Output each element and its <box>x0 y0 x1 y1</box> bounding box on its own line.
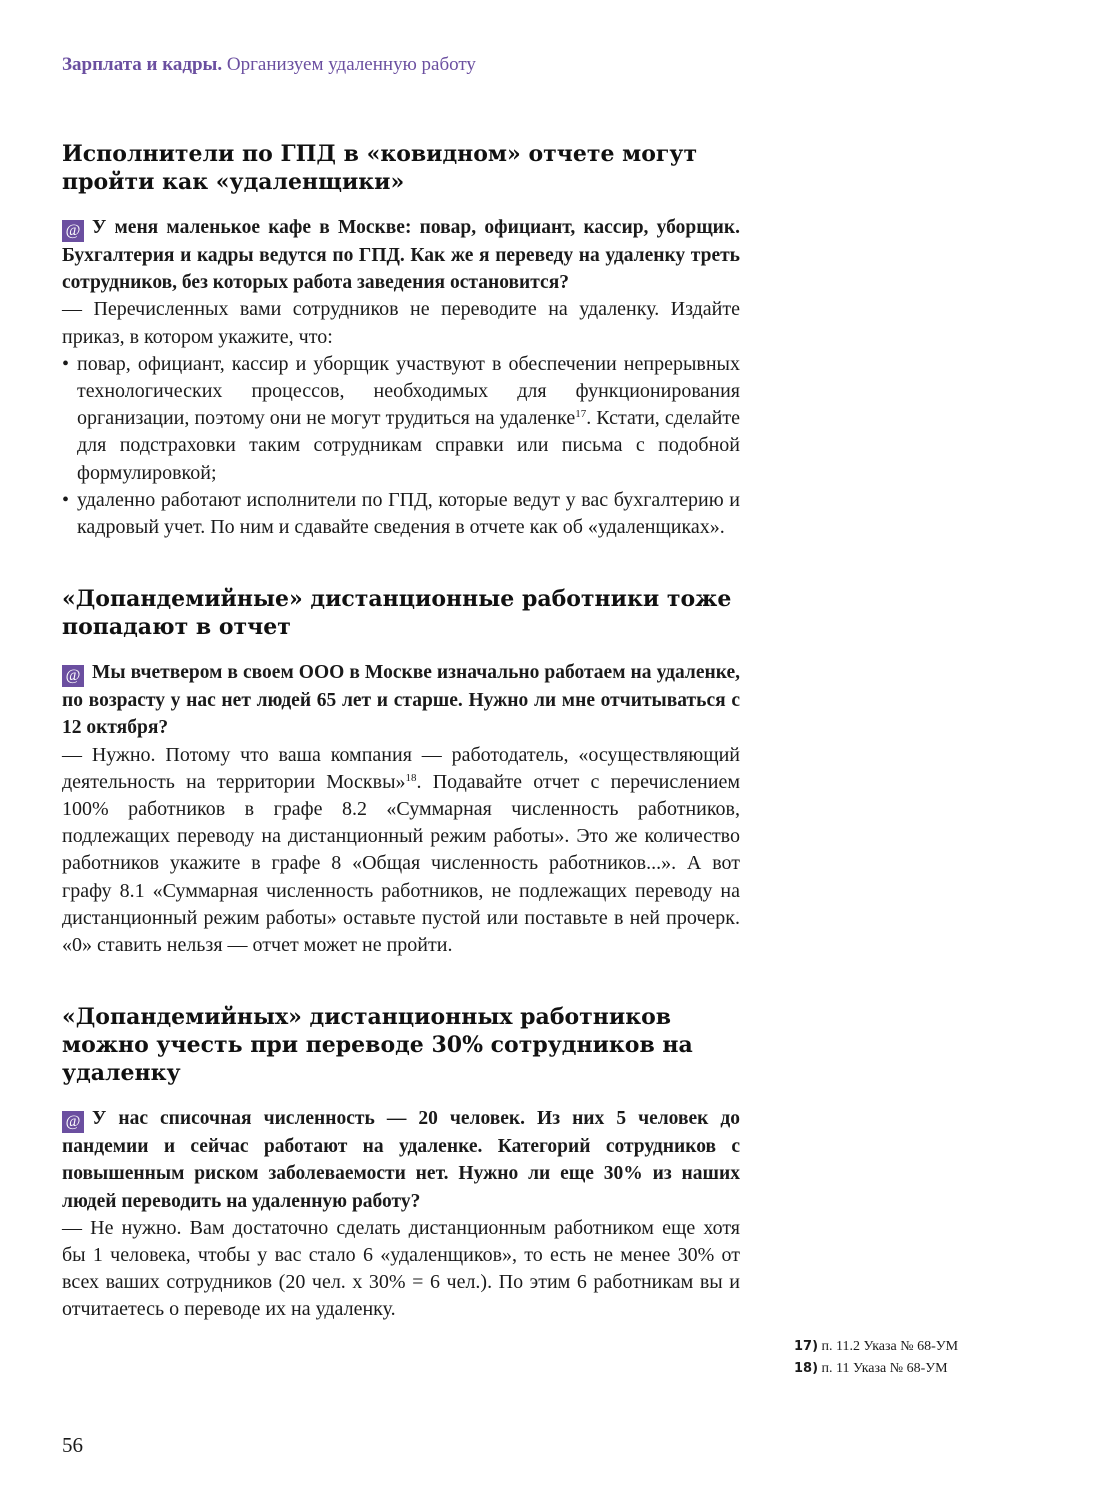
answer: — Не нужно. Вам достаточно сделать дистанционным работником еще хотя бы 1 человека, чтобы у вас стало 6 «удаленщиков», то есть не менее 30% от всех ваших сотрудников (20 чел. x 30% = 6 чел.). По этим 6 работникам вы и отчитаетесь о переводе их на удаленку. <box>62 1216 740 1321</box>
bullet-text: удаленно работают исполнители по ГПД, которые ведут у вас бухгалтерию и кадровый учет. По ним и сдавайте сведения в отчете как об «удаленщиках». <box>77 488 740 539</box>
at-sign-icon: @ <box>62 665 84 687</box>
page-number: 56 <box>62 1433 83 1457</box>
question <box>62 214 740 296</box>
running-header <box>62 54 476 76</box>
header-section: Зарплата и кадры. <box>62 54 223 75</box>
footnote-text: п. 11 Указа № 68-УМ <box>821 1361 948 1376</box>
section-2 <box>62 585 740 959</box>
footnotes <box>794 1336 958 1380</box>
question-text: У меня маленькое кафе в Москве: повар, официант, кассир, уборщик. Бухгалтерия и кадры ведутся по ГПД. Как же я переведу на удаленку треть сотрудников, без которых работа заведения остановится? <box>62 217 740 294</box>
section-title: Исполнители по ГПД в «ковидном» отчете могут пройти как «удаленщики» <box>62 141 698 195</box>
footnote-number: 18) <box>794 1361 819 1376</box>
section-title: «Допандемийные» дистанционные работники тоже попадают в отчет <box>62 586 732 641</box>
header-subtitle: Организуем удаленную работу <box>226 54 476 75</box>
footnote-text: п. 11.2 Указа № 68-УМ <box>821 1339 959 1354</box>
list-item <box>62 487 740 541</box>
question-text: Мы вчетвером в своем ООО в Москве изначально работаем на удаленке, по возрасту у нас нет людей 65 лет и старше. Нужно ли мне отчитываться с 12 октября? <box>62 662 740 739</box>
answer-text: — Нужно. Потому что ваша компания — работодатель, «осуществляющий деятельность на территории Москвы» <box>62 743 740 793</box>
footnote <box>794 1336 958 1358</box>
question-text: У нас списочная численность — 20 человек. Из них 5 человек до пандемии и сейчас работают на удаленке. Категорий сотрудников с повышенным риском заболеваемости нет. Нужно ли еще 30% из наших людей переводить на удаленную работу? <box>62 1108 740 1212</box>
answer <box>62 742 740 960</box>
footnote-number: 17) <box>794 1339 819 1354</box>
bullet-list <box>62 351 740 541</box>
answer-text: . Подавайте отчет с перечислением 100% работников в графе 8.2 «Суммарная численность работников, подлежащих переводу на дистанционный режим работы». Это же количество работников укажите в графе 8 «Общая численность работников...». А вот графу 8.1 «Суммарная численность работников, не подлежащих переводу на дистанционный режим работы» оставьте пустой или поставьте в ней прочерк. «0» ставить нельзя — отчет может не пройти. <box>62 770 740 957</box>
at-sign-icon: @ <box>62 220 84 242</box>
footnote-ref: 17 <box>575 408 587 421</box>
at-sign-icon: @ <box>62 1111 84 1133</box>
question <box>62 1105 740 1215</box>
bullet-text: . Кстати, сделайте для подстраховки таким сотрудникам справки или письма с подобной формулировкой; <box>77 407 740 484</box>
list-item <box>62 351 740 487</box>
section-1 <box>62 140 740 541</box>
main-column <box>62 140 740 1368</box>
section-3 <box>62 1003 740 1323</box>
question <box>62 659 740 741</box>
answer: — Перечисленных вами сотрудников не переводите на удаленку. Издайте приказ, в котором укажите, что: <box>62 298 740 348</box>
footnote-ref: 18 <box>405 771 417 784</box>
section-title: «Допандемийных» дистанционных работников можно учесть при переводе 30% сотрудников на удаленку <box>62 1004 693 1087</box>
footnote <box>794 1358 958 1380</box>
bullet-text: повар, официант, кассир и уборщик участвуют в обеспечении непрерывных технологических процессов, необходимых для функционирования организации, поэтому они не могут трудиться на удаленке <box>77 352 740 430</box>
